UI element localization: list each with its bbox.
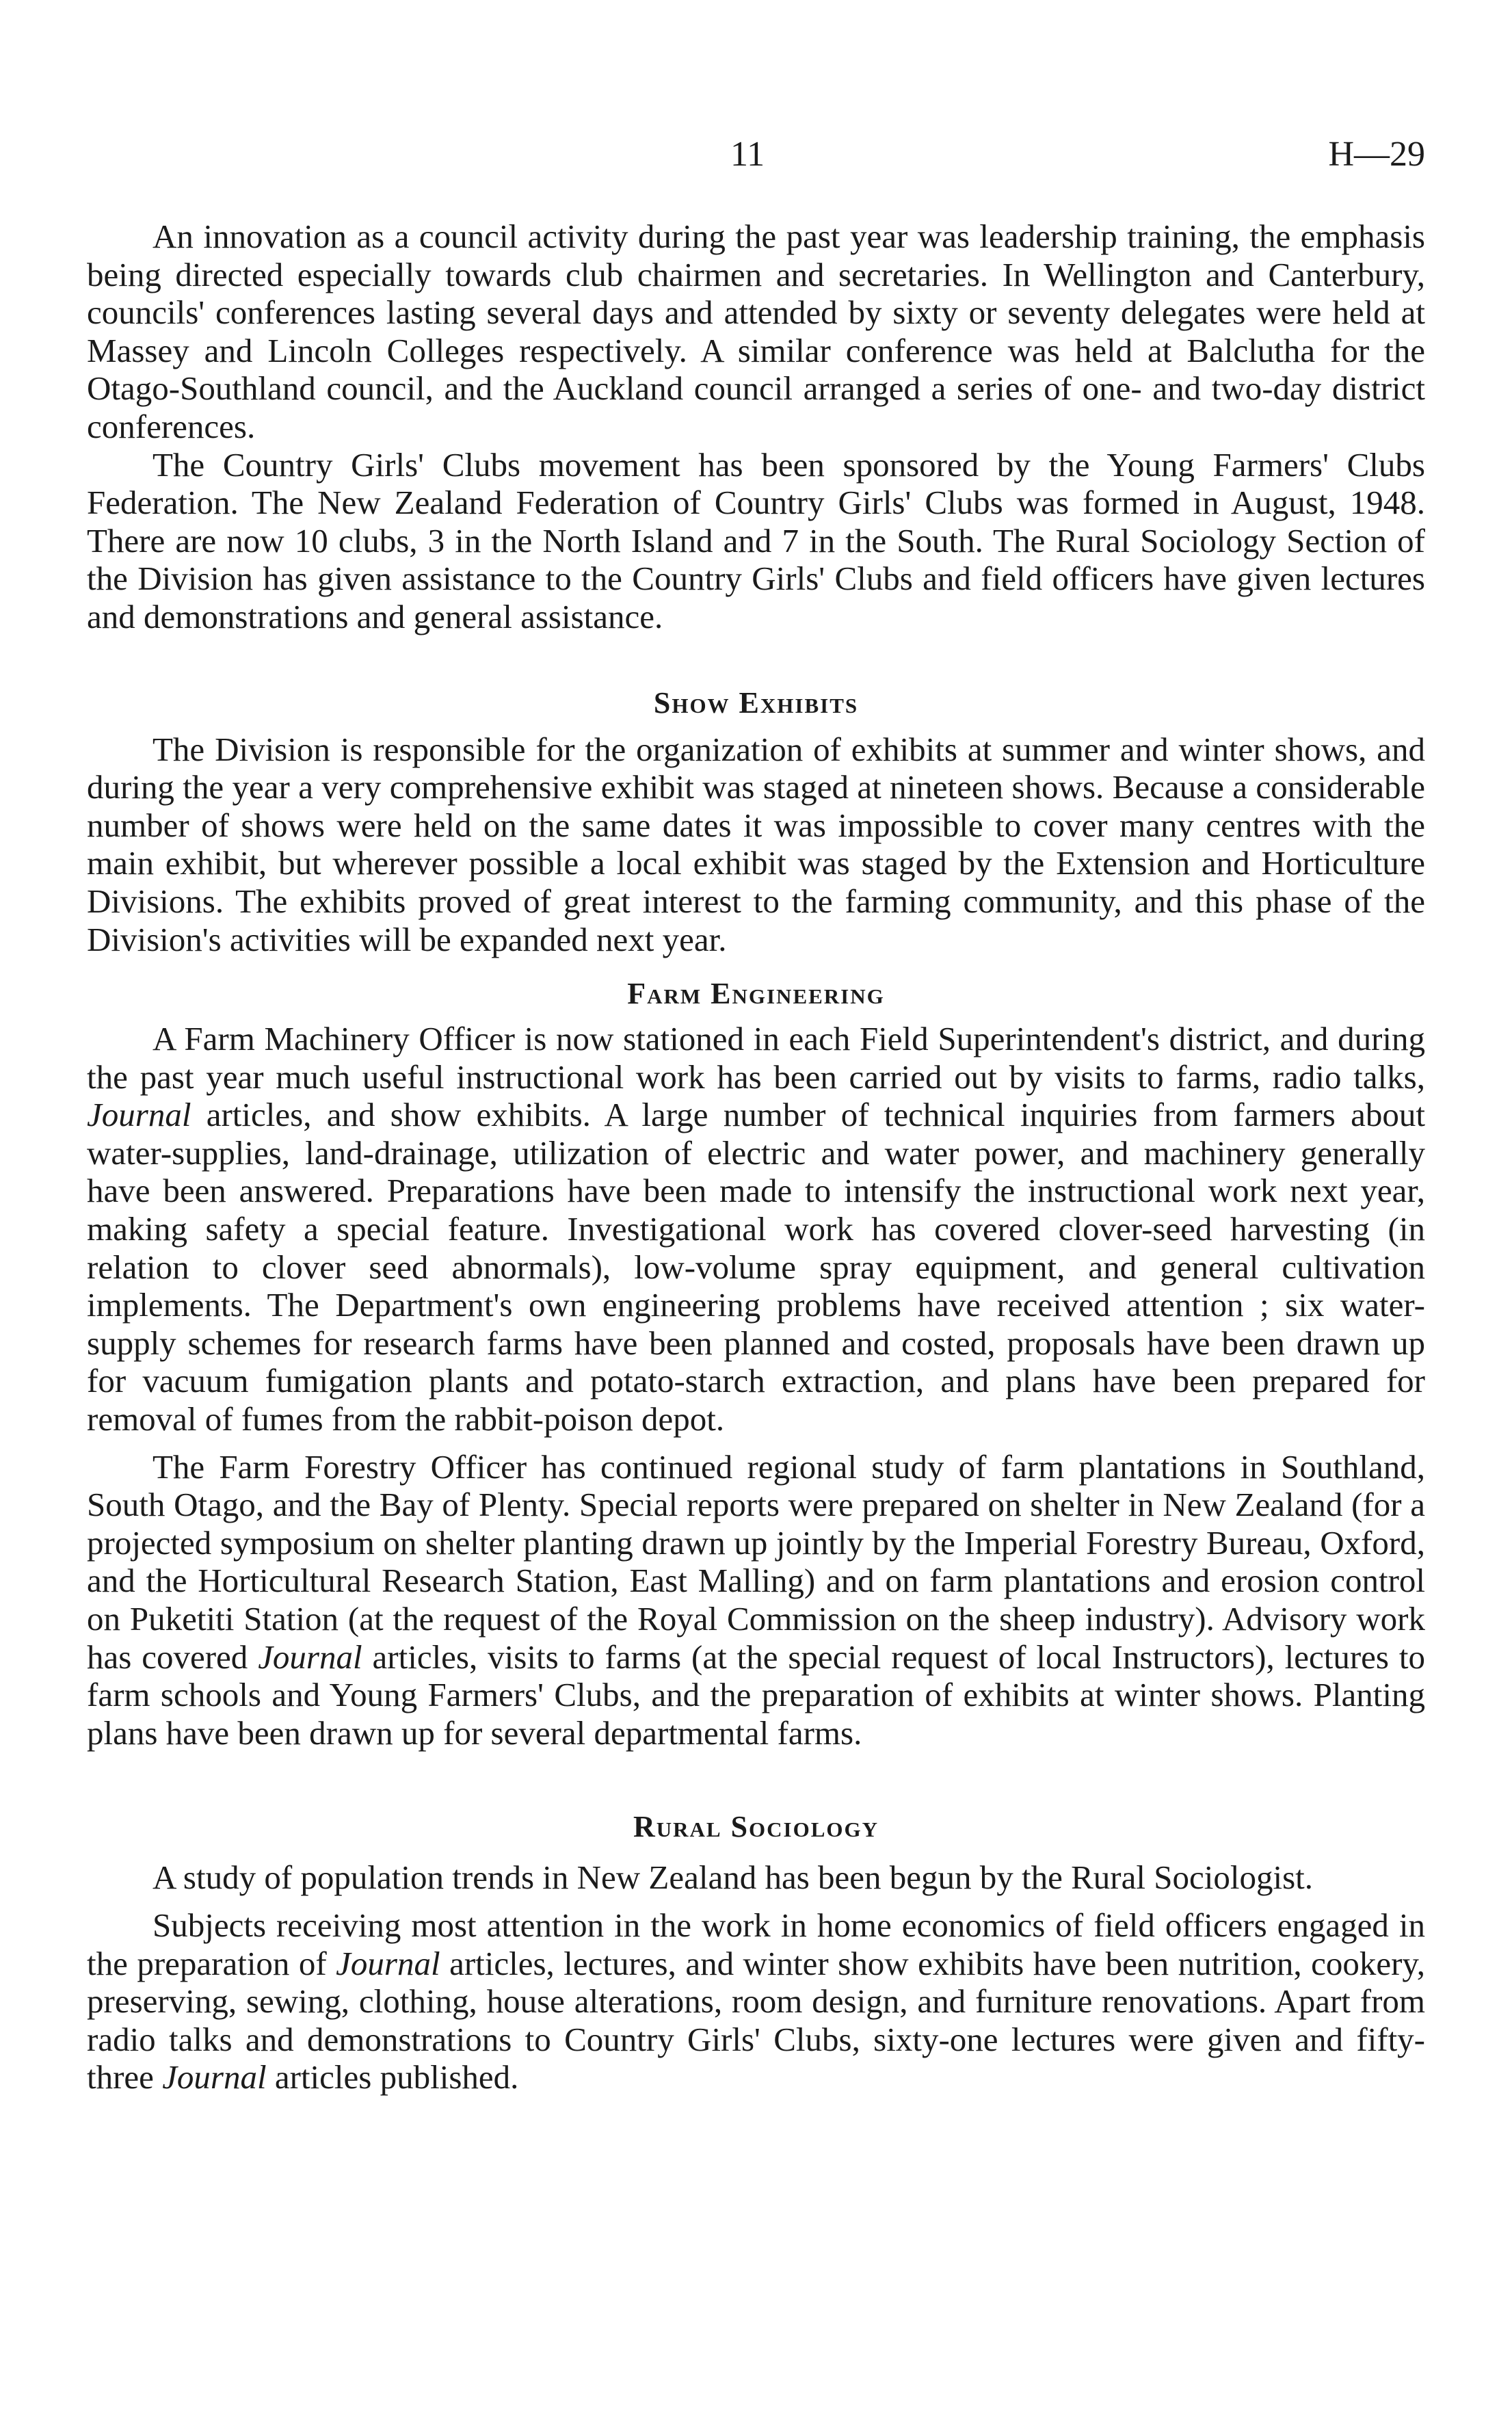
text-segment: Subjects receiving most attention in the work in home economics of field officers engaged in the preparation of	[87, 1906, 1425, 1982]
heading-rural-sociology: Rural Sociology	[633, 1810, 879, 1844]
heading-farm-engineering: Farm Engineering	[627, 977, 885, 1011]
journal-title: Journal	[162, 2058, 267, 2097]
text-segment: articles, lectures, and winter show exhibits have been nutrition, cookery, preserving, sewing, clothing, house alterations, room design, and furniture renovations. Apart from radio talks and demonstrations to Country Girls' Clubs, sixty-one lectures were given and fifty-three	[87, 1944, 1425, 2097]
paragraph-leadership-training: An innovation as a council activity during the past year was leadership training, the emphasis being directed especially towards club chairmen and secretaries. In Wellington and Canterbury, councils' conferences lasting several days and attended by sixty or seventy delegates were held at Massey and Lincoln Colleges respectively. A similar conference was held at Balclutha for the Otago-Southland council, and the Auckland council arranged a series of one- and two-day district conferences.	[87, 218, 1425, 445]
text-segment: articles, visits to farms (at the special request of local Instructors), lectures to farm schools and Young Farmers' Clubs, and the preparation of exhibits at winter shows. Planting plans have been drawn up for several departmental farms.	[87, 1638, 1425, 1752]
page-header	[0, 134, 1512, 182]
paragraph-show-exhibits: The Division is responsible for the organization of exhibits at summer and winter shows, and during the year a very comprehensive exhibit was staged at nineteen shows. Because a considerable number of shows were held on the same dates it was impossible to cover many centres with the main exhibit, but wherever possible a local exhibit was staged by the Extension and Horticulture Divisions. The exhibits proved of great interest to the farming community, and this phase of the Division's activities will be expanded next year.	[87, 730, 1425, 958]
journal-title: Journal	[87, 1096, 191, 1134]
page-body	[87, 218, 1425, 2097]
text-segment: A Farm Machinery Officer is now stationed in each Field Superintendent's district, and during the past year much useful instructional work has been carried out by visits to farms, radio talks,	[87, 1020, 1425, 1096]
page-number: 11	[730, 135, 765, 174]
paragraph-farm-machinery	[87, 1020, 1425, 1438]
paragraph-farm-forestry	[87, 1448, 1425, 1752]
text-segment: articles, and show exhibits. A large number of technical inquiries from farmers about water-supplies, land-drainage, utilization of electric and water power, and machinery generally have been answered. Preparations have been made to intensify the instructional work next year, making safety a special feature. Investigational work has covered clover-seed harvesting (in relation to clover seed abnormals), low-volume spray equipment, and general cultivation implements. The Department's own engineering problems have received attention ; six water-supply schemes for research farms have been planned and costed, proposals have been drawn up for vacuum fumigation plants and potato-starch extraction, and plans have been prepared for removal of fumes from the rabbit-poison depot.	[87, 1096, 1425, 1438]
text-segment: The Farm Forestry Officer has continued regional study of farm plantations in Southland, South Otago, and the Bay of Plenty. Special reports were prepared on shelter in New Zealand (for a projected symposium on shelter planting drawn up jointly by the Imperial Forestry Bureau, Oxford, and the Horticultural Research Station, East Malling) and on farm plantations and erosion control on Puketiti Station (at the request of the Royal Commission on the sheep industry). Advisory work has covered	[87, 1447, 1425, 1676]
text-segment: articles published.	[266, 2058, 519, 2097]
journal-title: Journal	[336, 1944, 440, 1982]
heading-show-exhibits: Show Exhibits	[653, 685, 859, 720]
paragraph-population-trends: A study of population trends in New Zealand has been begun by the Rural Sociologist.	[152, 1858, 1314, 1897]
journal-title: Journal	[258, 1638, 362, 1676]
paragraph-country-girls-clubs: The Country Girls' Clubs movement has been sponsored by the Young Farmers' Clubs Federation. The New Zealand Federation of Country Girls' Clubs was formed in August, 1948. There are now 10 clubs, 3 in the North Island and 7 in the South. The Rural Sociology Section of the Division has given assistance to the Country Girls' Clubs and field officers have given lectures and demonstrations and general assistance.	[87, 445, 1425, 635]
document-reference: H—29	[1328, 135, 1425, 174]
paragraph-home-economics	[87, 1906, 1425, 2097]
